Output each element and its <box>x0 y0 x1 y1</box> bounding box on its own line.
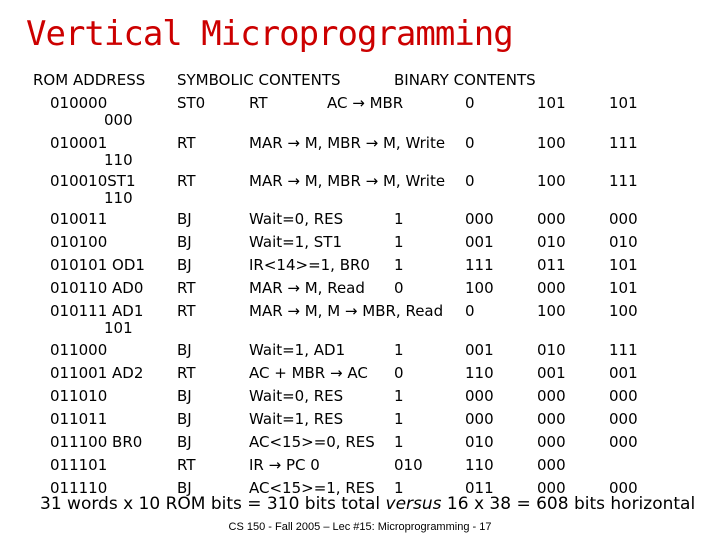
row-microoperation: MAR → M, Read <box>249 279 365 297</box>
row-binary-3: 101 <box>609 279 638 297</box>
row-binary-3: 101 <box>609 94 638 112</box>
row-binary-3: 000 <box>609 479 638 497</box>
row-binary-1: 0 <box>465 94 475 112</box>
row-microoperation: AC<15>=0, RES <box>249 433 375 451</box>
header-symbolic-contents: SYMBOLIC CONTENTS <box>177 71 341 89</box>
row-binary-2: 010 <box>537 341 566 359</box>
row-microoperation: MAR → M, MBR → M, Write <box>249 172 446 190</box>
row-binary-1: 000 <box>465 210 494 228</box>
row-binary-2: 100 <box>537 134 566 152</box>
row-microoperation: MAR → M, MBR → M, Write <box>249 134 446 152</box>
row-binary-1: 010 <box>465 433 494 451</box>
row-binary-3: 001 <box>609 364 638 382</box>
row-binary-1: 0 <box>465 134 475 152</box>
row-address: 010111 AD1 <box>50 302 144 320</box>
row-binary-3: 010 <box>609 233 638 251</box>
row-address: 011011 <box>50 410 108 428</box>
row-field-1: RT <box>177 134 196 152</box>
row-field-1: ST0 <box>177 94 206 112</box>
row-binary-2: 000 <box>537 279 566 297</box>
row-binary-1: 011 <box>465 479 494 497</box>
header-rom-address: ROM ADDRESS <box>33 71 146 89</box>
row-binary-0: 0 <box>394 279 404 297</box>
row-field-1: RT <box>177 172 196 190</box>
row-binary-0: 1 <box>394 410 404 428</box>
header-binary-contents: BINARY CONTENTS <box>394 71 536 89</box>
row-binary-0: 1 <box>394 341 404 359</box>
row-binary-2: 000 <box>537 387 566 405</box>
row-binary-2: 011 <box>537 256 566 274</box>
row-binary-2: 000 <box>537 433 566 451</box>
row-binary-0: 010 <box>394 456 423 474</box>
row-field-1: RT <box>177 456 196 474</box>
row-binary-0: 1 <box>394 210 404 228</box>
row-binary-3: 111 <box>609 134 638 152</box>
row-microoperation: AC → MBR <box>327 94 404 112</box>
row-binary-3: 100 <box>609 302 638 320</box>
row-address: 011010 <box>50 387 108 405</box>
row-address-continuation: 110 <box>104 151 133 169</box>
row-address: 010101 OD1 <box>50 256 145 274</box>
row-binary-1: 110 <box>465 364 494 382</box>
summary-text-start: 31 words x 10 ROM bits = 310 bits total <box>40 494 386 514</box>
row-binary-2: 100 <box>537 302 566 320</box>
row-binary-2: 010 <box>537 233 566 251</box>
row-microoperation: Wait=1, RES <box>249 410 344 428</box>
bit-count-summary <box>40 494 695 514</box>
row-address: 011000 <box>50 341 108 359</box>
row-binary-1: 001 <box>465 233 494 251</box>
row-binary-0: 1 <box>394 387 404 405</box>
row-binary-3: 000 <box>609 433 638 451</box>
row-address: 010000 <box>50 94 108 112</box>
row-microoperation: Wait=1, AD1 <box>249 341 346 359</box>
row-field-1: BJ <box>177 410 192 428</box>
row-address-continuation: 000 <box>104 111 133 129</box>
row-binary-2: 000 <box>537 456 566 474</box>
row-field-1: BJ <box>177 256 192 274</box>
row-address: 011100 BR0 <box>50 433 143 451</box>
row-microoperation: Wait=0, RES <box>249 387 344 405</box>
row-binary-1: 0 <box>465 302 475 320</box>
row-binary-3: 111 <box>609 341 638 359</box>
row-microoperation: MAR → M, M → MBR, Read <box>249 302 444 320</box>
row-binary-0: 1 <box>394 233 404 251</box>
slide-footer: CS 150 - Fall 2005 – Lec #15: Microprogramming - 17 <box>228 521 492 533</box>
row-binary-2: 000 <box>537 410 566 428</box>
row-field-1: BJ <box>177 387 192 405</box>
row-binary-3: 111 <box>609 172 638 190</box>
row-binary-1: 001 <box>465 341 494 359</box>
row-binary-1: 100 <box>465 279 494 297</box>
row-field-1: RT <box>177 364 196 382</box>
row-binary-2: 100 <box>537 172 566 190</box>
row-address: 011101 <box>50 456 108 474</box>
row-address: 010100 <box>50 233 108 251</box>
row-binary-3: 101 <box>609 256 638 274</box>
row-binary-0: 1 <box>394 479 404 497</box>
row-binary-1: 110 <box>465 456 494 474</box>
row-field-2: RT <box>249 94 268 112</box>
summary-text-end: 16 x 38 = 608 bits horizontal <box>441 494 696 514</box>
summary-versus: versus <box>385 494 442 514</box>
row-binary-0: 1 <box>394 433 404 451</box>
row-address: 011110 <box>50 479 108 497</box>
row-field-1: BJ <box>177 433 192 451</box>
row-field-1: RT <box>177 279 196 297</box>
row-address: 011001 AD2 <box>50 364 144 382</box>
row-field-1: BJ <box>177 341 192 359</box>
row-binary-3: 000 <box>609 387 638 405</box>
row-binary-1: 111 <box>465 256 494 274</box>
row-field-1: BJ <box>177 210 192 228</box>
row-address: 010001 <box>50 134 108 152</box>
row-microoperation: Wait=1, ST1 <box>249 233 342 251</box>
row-microoperation: IR<14>=1, BR0 <box>249 256 370 274</box>
row-binary-3: 000 <box>609 210 638 228</box>
row-binary-3: 000 <box>609 410 638 428</box>
row-binary-1: 000 <box>465 387 494 405</box>
row-field-1: BJ <box>177 479 192 497</box>
row-binary-0: 0 <box>394 364 404 382</box>
row-address: 010010ST1 <box>50 172 136 190</box>
row-binary-2: 101 <box>537 94 566 112</box>
row-microoperation: IR → PC 0 <box>249 456 320 474</box>
row-binary-1: 0 <box>465 172 475 190</box>
row-field-1: BJ <box>177 233 192 251</box>
row-address: 010110 AD0 <box>50 279 144 297</box>
row-binary-2: 000 <box>537 479 566 497</box>
row-binary-2: 000 <box>537 210 566 228</box>
row-binary-2: 001 <box>537 364 566 382</box>
row-microoperation: AC + MBR → AC <box>249 364 368 382</box>
row-microoperation: Wait=0, RES <box>249 210 344 228</box>
row-address-continuation: 110 <box>104 189 133 207</box>
row-microoperation: AC<15>=1, RES <box>249 479 375 497</box>
row-address: 010011 <box>50 210 108 228</box>
row-field-1: RT <box>177 302 196 320</box>
row-address-continuation: 101 <box>104 319 133 337</box>
row-binary-1: 000 <box>465 410 494 428</box>
slide-title: Vertical Microprogramming <box>26 14 513 54</box>
row-binary-0: 1 <box>394 256 404 274</box>
